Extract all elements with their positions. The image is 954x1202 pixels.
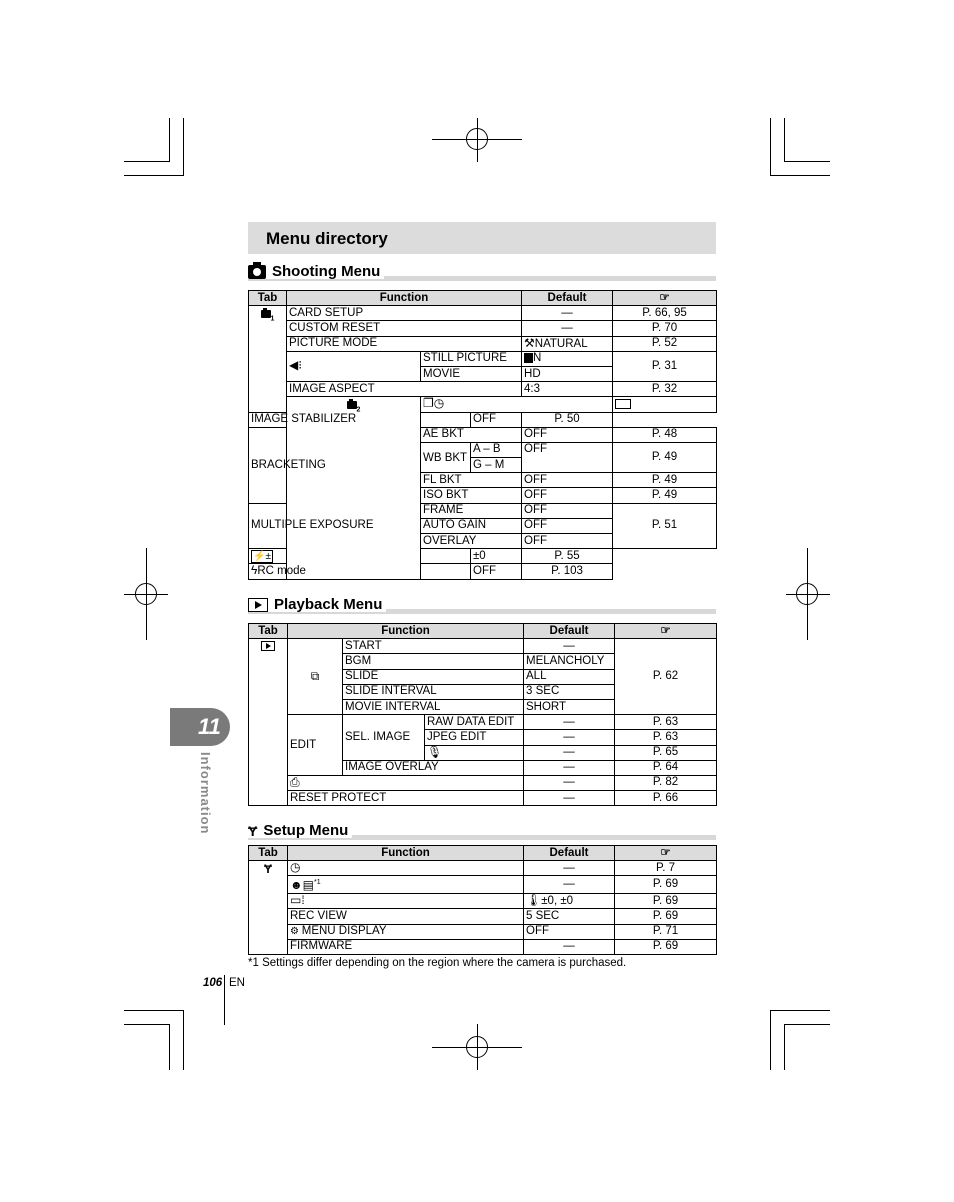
- natural-mode-icon: ⚒: [524, 335, 535, 350]
- page-number: 106: [203, 977, 223, 989]
- header-tab: Tab: [249, 291, 287, 306]
- chapter-number: 11: [198, 714, 221, 739]
- header-ref-icon: ☞: [613, 291, 717, 306]
- header-function: Function: [288, 846, 524, 861]
- registration-circle: [796, 583, 818, 605]
- language: ☻▤$^{*1}$: [288, 876, 524, 894]
- crop-mark: [770, 175, 830, 176]
- crop-mark: [770, 118, 771, 176]
- sel-image: SEL. IMAGE: [343, 715, 425, 761]
- multiple-exposure: MULTIPLE EXPOSURE: [249, 503, 287, 549]
- playback-icon: [248, 598, 268, 612]
- setup-menu-heading: [248, 820, 716, 840]
- audio-edit: [425, 745, 524, 760]
- crop-mark: [183, 1010, 184, 1070]
- firmware: FIRMWARE: [288, 939, 524, 954]
- playback-menu-title: Playback Menu: [274, 596, 383, 613]
- flash-compensation: [249, 549, 471, 564]
- slideshow-icon: ⧉: [310, 668, 320, 683]
- camera-icon: [248, 265, 266, 279]
- shooting-menu-heading: [248, 261, 716, 281]
- print-order: [288, 775, 524, 790]
- header-ref-icon: ☞: [615, 624, 717, 639]
- page-divider: [224, 975, 225, 1025]
- playback-tab: [249, 639, 288, 806]
- crop-mark: [770, 1010, 830, 1011]
- crop-mark: [784, 118, 785, 162]
- slideshow: [288, 639, 343, 715]
- monitor-adjust: [288, 894, 524, 909]
- flash-icon: ϟ: [251, 563, 258, 578]
- shooting-menu-table: Tab Function Default ☞ $_1$ CARD SETUP — P. 66, 95 CUSTOM RESET — P. 70 PICTURE MODE ⚒NATURAL P. 52 ◀⁝ STILL PICTURE N P. 31 MOVIE HD IMAGE ASPECT 4:3 P. 32 $_2$ ❐◷ IMAGE STABILIZER OFF P. 50 BRACKETING AE BKT OFF P. 48 WB BKT A – B OFF P. 49 G – M FL BKT OFF P. 49 ISO BKT OFF P. 49 MULTIPLE EXPOSURE FRAME OFF P. 51 AUTO GAIN OFF OVERLAY OFF ⚡± ±0 P. 55 ϟRC mode OFF P. 103: [248, 290, 717, 580]
- language-code: EN: [229, 977, 245, 989]
- playback-menu-heading: [248, 594, 716, 614]
- header-function: Function: [288, 624, 524, 639]
- shooting-menu-title: Shooting Menu: [272, 263, 381, 280]
- title-bar: [248, 222, 716, 254]
- image-aspect: IMAGE ASPECT: [287, 382, 522, 397]
- language-icon: ☻▤: [290, 878, 314, 893]
- large-size-icon: [524, 353, 533, 363]
- clock-icon: ◷: [290, 860, 301, 875]
- playback-menu-table: Tab Function Default ☞ ⧉ START — P. 62 BGM MELANCHOLY SLIDE ALL SLIDE INTERVAL 3 SEC MOVIE INTERVAL SHORT EDIT SEL. IMAGE RAW DATA EDIT — P. 63 JPEG EDIT — P. 63 🎙︎ — P. 65 IMAGE OVERLAY — P. 64 ⎙ — P. 82 RESET PROTECT — P. 66: [248, 623, 717, 806]
- image-quality: [287, 351, 421, 381]
- header-function: Function: [287, 291, 522, 306]
- wrench-icon: Ɏ: [263, 862, 272, 877]
- card-setup: CARD SETUP: [287, 306, 522, 321]
- crop-mark: [124, 161, 170, 162]
- camera-icon: [347, 401, 357, 409]
- image-stabilizer: IMAGE STABILIZER: [249, 412, 471, 427]
- wrench-icon: Ɏ: [248, 822, 258, 839]
- shooting-tab-2: 2: [287, 397, 421, 579]
- crop-mark: [169, 1024, 170, 1070]
- bracketing: BRACKETING: [249, 427, 287, 503]
- crop-mark: [183, 118, 184, 176]
- crop-mark: [124, 1024, 170, 1025]
- date-time: [288, 861, 524, 876]
- rc-mode: ϟRC mode: [249, 564, 471, 579]
- header-default: Default: [522, 291, 613, 306]
- rec-view: REC VIEW: [288, 909, 524, 924]
- menu-display: ⚙ MENU DISPLAY: [288, 924, 524, 939]
- playback-icon: [261, 641, 275, 651]
- crop-mark: [124, 175, 184, 176]
- registration-circle: [135, 583, 157, 605]
- header-tab: Tab: [249, 846, 288, 861]
- crop-mark: [784, 1024, 830, 1025]
- microphone-icon: 🎙︎: [427, 744, 443, 759]
- monitor-icon: ▭⁞: [290, 893, 305, 908]
- setup-menu-table: Tab Function Default ☞ Ɏ ◷ — P. 7 ☻▤$^{*1}$ — P. 69 ▭⁞ 🌡︎±0, ±0 P. 69 REC VIEW 5 SEC P. 69 ⚙ MENU DISPLAY OFF P. 71 FIRMWARE — P. 69: [248, 845, 717, 955]
- setup-menu-title: Setup Menu: [263, 822, 349, 839]
- thermometer-icon: 🌡︎: [526, 893, 542, 908]
- picture-mode: PICTURE MODE: [287, 336, 522, 351]
- drive-self-timer: [421, 397, 613, 412]
- header-tab: Tab: [249, 624, 288, 639]
- drive-self-timer-icon: ❐◷: [423, 396, 445, 411]
- crop-mark: [169, 118, 170, 162]
- footnote: *1 Settings differ depending on the region where the camera is purchased.: [248, 957, 627, 969]
- page-title: Menu directory: [266, 229, 388, 248]
- flash-compensation-icon: ⚡±: [253, 550, 271, 562]
- registration-circle: [466, 1036, 488, 1058]
- header-ref-icon: ☞: [615, 846, 717, 861]
- chapter-tab: [170, 708, 230, 746]
- crop-mark: [784, 1024, 785, 1070]
- camera-icon: [261, 310, 271, 318]
- edit: EDIT: [288, 715, 343, 776]
- crop-mark: [770, 1010, 771, 1070]
- setup-tab: [249, 861, 288, 955]
- header-default: Default: [524, 846, 615, 861]
- single-frame-icon: [615, 399, 631, 409]
- quality-icon: ◀⁝: [289, 358, 303, 373]
- registration-circle: [466, 128, 488, 150]
- shooting-tab-1: 1: [249, 306, 287, 412]
- side-label: Information: [198, 752, 213, 835]
- print-order-icon: ⎙: [290, 774, 300, 789]
- reset-protect: RESET PROTECT: [288, 791, 524, 806]
- crop-mark: [124, 1010, 184, 1011]
- custom-reset: CUSTOM RESET: [287, 321, 522, 336]
- crop-mark: [784, 161, 830, 162]
- custom-menu-icon: ⚙: [290, 926, 302, 938]
- header-default: Default: [524, 624, 615, 639]
